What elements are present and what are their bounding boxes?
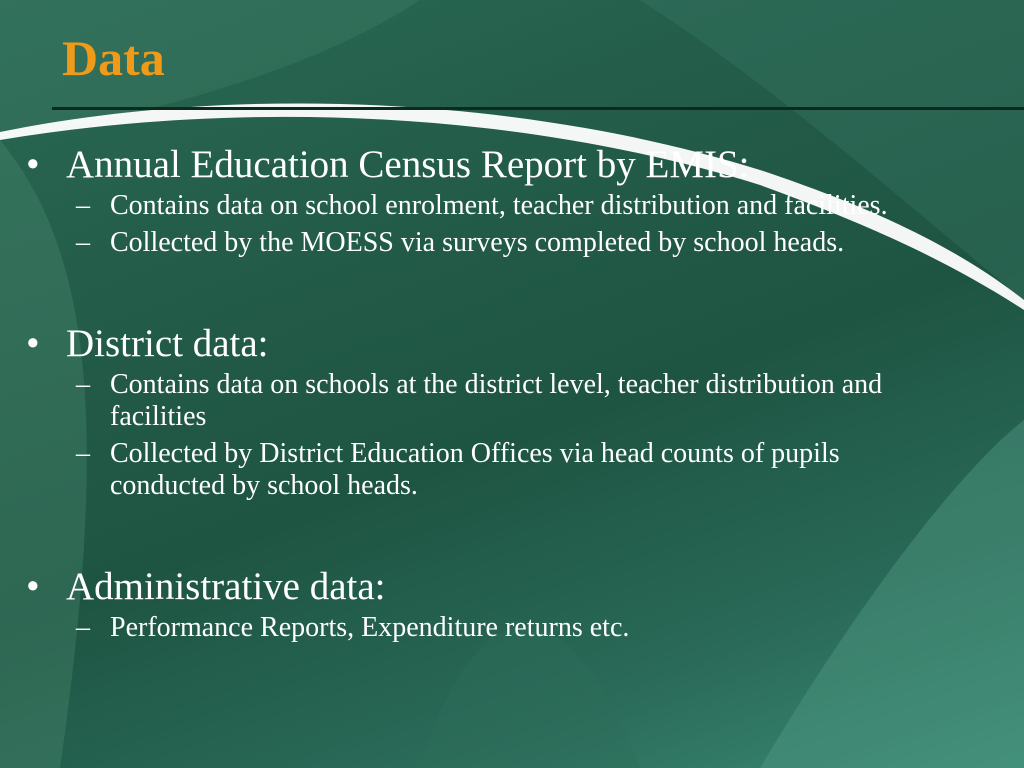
sub-bullet-item bbox=[26, 612, 926, 644]
sub-bullet-list bbox=[26, 369, 926, 502]
sub-bullet-list bbox=[26, 612, 926, 644]
bullet-text: Annual Education Census Report by EMIS: bbox=[66, 143, 750, 186]
sub-bullet-marker: – bbox=[76, 612, 90, 643]
bullet-item bbox=[26, 142, 926, 188]
bullet-group bbox=[26, 142, 926, 259]
sub-bullet-marker: – bbox=[76, 227, 90, 258]
sub-bullet-marker: – bbox=[76, 438, 90, 469]
sub-bullet-marker: – bbox=[76, 190, 90, 221]
bullet-item bbox=[26, 564, 926, 610]
bullet-item bbox=[26, 321, 926, 367]
sub-bullet-item bbox=[26, 438, 926, 502]
sub-bullet-item bbox=[26, 190, 926, 222]
sub-bullet-item bbox=[26, 227, 926, 259]
sub-bullet-text: Contains data on schools at the district level, teacher distribution and facilities bbox=[110, 369, 883, 432]
title-divider bbox=[52, 107, 1024, 110]
slide-title: Data bbox=[62, 30, 165, 86]
sub-bullet-text: Contains data on school enrolment, teacher distribution and facilities. bbox=[110, 190, 888, 221]
sub-bullet-marker: – bbox=[76, 369, 90, 400]
sub-bullet-list bbox=[26, 190, 926, 259]
bullet-group bbox=[26, 321, 926, 502]
sub-bullet-text: Collected by District Education Offices via head counts of pupils conducted by school heads. bbox=[110, 438, 840, 501]
bullet-group bbox=[26, 564, 926, 644]
bullet-marker: • bbox=[26, 143, 40, 186]
sub-bullet-text: Performance Reports, Expenditure returns etc. bbox=[110, 612, 630, 643]
bullet-marker: • bbox=[26, 322, 40, 365]
sub-bullet-item bbox=[26, 369, 926, 433]
sub-bullet-text: Collected by the MOESS via surveys completed by school heads. bbox=[110, 227, 845, 258]
bullet-text: Administrative data: bbox=[66, 565, 386, 608]
bullet-list bbox=[26, 142, 926, 649]
bullet-text: District data: bbox=[66, 322, 269, 365]
bullet-marker: • bbox=[26, 565, 40, 608]
